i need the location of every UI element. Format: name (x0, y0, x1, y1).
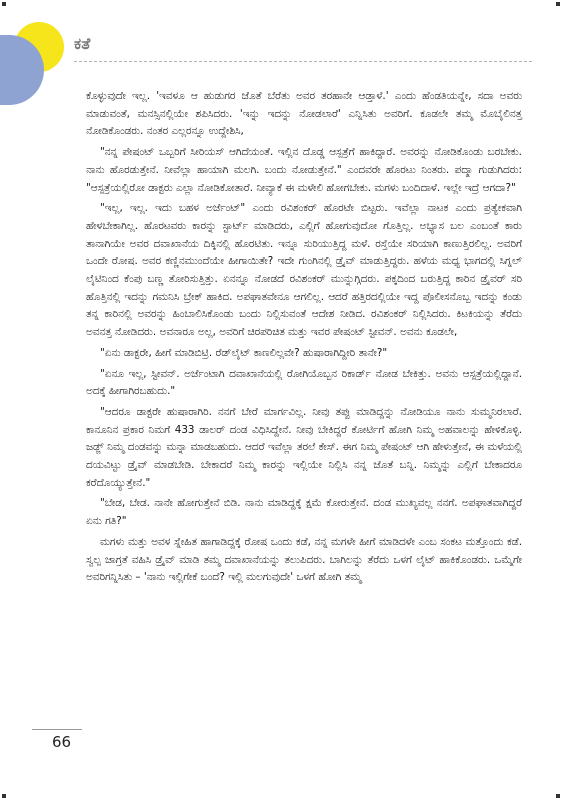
paragraph: ಕೊಳ್ಳುವುದೇ ಇಲ್ಲ. 'ಇವಳೂ ಆ ಹುಡುಗರ ಜೊತೆ ಬೆರೆತು ಅವರ ತರಹಾನೇ ಆಡ್ತಾಳೆ.' ಎಂದು ಹೆಂಡತಿಯನ್ನೇ, ಸದಾ ಅವರು ಮಾಡುವಂತೆ, ಮನಸ್ಸಿನಲ್ಲಿಯೇ ಶಪಿಸಿದರು. 'ಇನ್ನು ಇದನ್ನು ನೋಡಲಾರೆ' ಎನ್ನಿಸಿತು ಅವರಿಗೆ. ಕೂಡಲೇ ತಮ್ಮ ಮೊಬೈಲಿನತ್ತ ನೋಡಿಕೊಂಡರು. ನಂತರ ಎಲ್ಲರನ್ನೂ ಉದ್ದೇಶಿಸಿ, (86, 90, 522, 138)
paragraph: "ಆದರೂ ಡಾಕ್ಟರೇ ಹುಷಾರಾಗಿರಿ. ನನಗೆ ಬೇರೆ ಮಾರ್ಗವಿಲ್ಲ. ನೀವು ತಪ್ಪು ಮಾಡಿದ್ದನ್ನು ನೋಡಿಯೂ ನಾನು ಸುಮ್ಮನಿರಲಾರೆ. ಕಾನೂನಿನ ಪ್ರಕಾರ ನಿಮಗೆ 433 ಡಾಲರ್ ದಂಡ ವಿಧಿಸಿದ್ದೇನೆ. ನೀವು ಬೇಕಿದ್ದರೆ ಕೋರ್ಟಿಗೆ ಹೋಗಿ ನಿಮ್ಮ ಅಹವಾಲನ್ನು ಹೇಳಿಕೊಳ್ಳಿ. ಜಡ್ಜ್ ನಿಮ್ಮ ದಂಡವನ್ನು ಮನ್ನಾ ಮಾಡಬಹುದು. ಆದರೆ ಇವೆಲ್ಲಾ ತರಲೆ ಕೇಸ್. ಈಗ ನಿಮ್ಮ ಪೇಷಂಟ್ ಆಗಿ ಹೇಳುತ್ತೇನೆ, ಈ ಮಳೆಯಲ್ಲಿ ದಯವಿಟ್ಟು ಡ್ರೈವ್ ಮಾಡಬೇಡಿ. ಬೇಕಾದರೆ ನಿಮ್ಮ ಕಾರನ್ನು ಇಲ್ಲಿಯೇ ನಿಲ್ಲಿಸಿ ನನ್ನ ಜೊತೆ ಬನ್ನಿ. ನಿಮ್ಮನ್ನು ಎಲ್ಲಿಗೆ ಬೇಕಾದರೂ ಕರೆದೊಯ್ಯುತ್ತೇನೆ." (86, 405, 522, 489)
footer-divider (32, 729, 82, 730)
crop-mark (2, 794, 6, 798)
crop-mark (556, 794, 560, 798)
crop-mark (2, 2, 6, 6)
paragraph: "ಏನು ಡಾಕ್ಟರೇ, ಹೀಗೆ ಮಾಡಿಬಿಟ್ರಿ. ರೆಡ್‌ಲೈಟ್ ಕಾಣಲಿಲ್ಲವೇ? ಹುಷಾರಾಗಿದ್ದೀರಿ ತಾನೇ?" (100, 346, 388, 359)
section-title: ಕತೆ (74, 34, 91, 53)
paragraph: "ಬೇಡ, ಬೇಡ. ನಾನೇ ಹೋಗುತ್ತೇನೆ ಬಿಡಿ. ನಾನು ಮಾಡಿದ್ದಕ್ಕೆ ಕ್ಷಮೆ ಕೋರುತ್ತೇನೆ. ದಂಡ ಮುಖ್ಯವಲ್ಲ ನನಗೆ. ಅಪಘಾತವಾಗಿದ್ದರೆ ಏನು ಗತಿ?" (86, 497, 522, 528)
story-body (86, 88, 522, 590)
paragraph: "ನನ್ನ ಪೇಷಂಟ್ ಒಬ್ಬರಿಗೆ ಸೀರಿಯಸ್ ಆಗಿದೆಯಂತೆ. ಇಲ್ಲಿನ ದೊಡ್ಡ ಆಸ್ಪತ್ರೆಗೆ ಹಾಕಿದ್ದಾರೆ. ಅವರನ್ನು ನೋಡಿಕೊಂಡು ಬರಬೇಕು. ನಾನು ಹೊರಡುತ್ತೇನೆ. ನೀವೆಲ್ಲಾ ಹಾಯಾಗಿ ಮಲಗಿ. ಬಂದು ನೋಡುತ್ತೇನೆ." ಎಂದವರೇ ಹೊರಟು ನಿಂತರು. ಪದ್ಮಾ ಗುಡುಗಿದರು: "ಆಸ್ಪತ್ರೆಯಲ್ಲಿರೋ ಡಾಕ್ಟರು ಎಲ್ಲಾ ನೋಡಿಕೋತಾರೆ. ನೀವ್ಯಾಕೆ ಈ ಮಳೇಲಿ ಹೋಗಬೇಕು. ಮಗಳು ಬಂದಿದಾಳೆ. ಇಲ್ಲೇ ಇದ್ರೆ ಆಗದಾ?" (86, 146, 522, 194)
paragraph: ಮಗಳು ಮತ್ತು ಅವಳ ಸ್ನೇಹಿತ ಹಾಗಾಡಿದ್ದಕ್ಕೆ ರೋಷ ಒಂದು ಕಡೆ, ನನ್ನ ಮಗಳೇ ಹೀಗೆ ಮಾಡಿದಳೇ ಎಂಬ ಸಂಕಟ ಮತ್ತೊಂದು ಕಡೆ. ಸ್ವಲ್ಪ ಜಾಗ್ರತೆ ವಹಿಸಿ ಡ್ರೈವ್ ಮಾಡಿ ತಮ್ಮ ದವಾಖಾನೆಯನ್ನು ತಲುಪಿದರು. ಬಾಗಿಲನ್ನು ತೆರೆದು ಒಳಗೆ ಲೈಟ್ ಹಾಕಿಕೊಂಡರು. ಒಮ್ಮೆಗೇ ಅವರಿಗನ್ನಿಸಿತು – 'ನಾನು ಇಲ್ಲಿಗೇಕೆ ಬಂದೆ? ಇಲ್ಲಿ ಮಲಗುವುದೇ' ಒಳಗೆ ಹೋಗಿ ತಮ್ಮ (86, 535, 522, 584)
paragraph: "ಇಲ್ಲ, ಇಲ್ಲ. ಇದು ಬಹಳ ಅರ್ಜೆಂಟ್" ಎಂದು ರವಿಶಂಕರ್ ಹೊರಟೇ ಬಿಟ್ಟರು. ಇವೆಲ್ಲಾ ನಾಟಕ ಎಂದು ಪ್ರತ್ಯೇಕವಾಗಿ ಹೇಳಬೇಕಾಗಿಲ್ಲ. ಹೊರಟವರು ಕಾರನ್ನು ಸ್ಟಾರ್ಟ್ ಮಾಡಿದರು, ಎಲ್ಲಿಗೆ ಹೋಗುವುದೋ ಗೊತ್ತಿಲ್ಲ. ಅಭ್ಯಾಸ ಬಲ ಎಂಬಂತೆ ಕಾರು ತಾನಾಗಿಯೇ ಅವರ ದವಾಖಾನೆಯ ದಿಕ್ಕಿನಲ್ಲಿ ಹೊರಟಿತು. ಇನ್ನೂ ಸುರಿಯುತ್ತಿದ್ದ ಮಳೆ. ರಸ್ತೆಯೇ ಸರಿಯಾಗಿ ಕಾಣುತ್ತಿರಲಿಲ್ಲ. ಅವರಿಗೆ ಒಂದೇ ರೋಷ. ಅವರ ಕಣ್ಣಿನಮುಂದೆಯೇ ಹೀಗಾಯಿತೇ? ಇದೇ ಗುಂಗಿನಲ್ಲಿ ಡ್ರೈವ್ ಮಾಡುತ್ತಿದ್ದರು. ಹಳೆಯ ಮಧ್ಯ ಭಾಗದಲ್ಲಿ ಸಿಗ್ನಲ್ ಲೈಟಿನಿಂದ ಕೆಂಪು ಬಣ್ಣ ತೋರಿಸುತ್ತಿತ್ತು. ಏನನ್ನೂ ನೋಡದೆ ರವಿಶಂಕರ್ ಮುನ್ನುಗ್ಗಿದರು. ಪಕ್ಕದಿಂದ ಬರುತ್ತಿದ್ದ ಕಾರಿನ ಡ್ರೈವರ್ ಸರಿ ಹೊತ್ತಿನಲ್ಲಿ ಇದನ್ನು ಗಮನಿಸಿ ಬ್ರೇಕ್ ಹಾಕಿದ. ಅಪಘಾತವೇನೂ ಆಗಲಿಲ್ಲ. ಆದರೆ ಹತ್ತಿರದಲ್ಲಿಯೇ ಇದ್ದ ಪೊಲೀಸನೊಬ್ಬ ಇದನ್ನು ಕಂಡು ತನ್ನ ಕಾರಿನಲ್ಲಿ ಅವರನ್ನು ಹಿಂಬಾಲಿಸಿಕೊಂಡು ಬಂದು ನಿಲ್ಲಿಸುವಂತೆ ಆದೇಶ ನೀಡಿದ. ರವಿಶಂಕರ್ ನಿಲ್ಲಿಸಿದರು. ಕಿಟಕಿಯನ್ನು ತೆರೆದು ಅವನತ್ತ ನೋಡಿದರು. ಅವನಾರೂ ಅಲ್ಲ, ಅವರಿಗೆ ಚಿರಪರಿಚಿತ ಮತ್ತು ಇವರ ಪೇಷಂಟ್ ಸ್ಟೀವನ್. ಅವನು ಕೂಡಲೇ, (86, 202, 522, 339)
paragraph: "ಏನೂ ಇಲ್ಲ, ಸ್ಟೀವನ್. ಅರ್ಜೆಂಟಾಗಿ ದವಾಖಾನೆಯಲ್ಲಿ ರೋಗಿಯೊಬ್ಬನ ರಿಕಾರ್ಡ್ ನೋಡ ಬೇಕಿತ್ತು. ಅವನು ಆಸ್ಪತ್ರೆಯಲ್ಲಿದ್ದಾನೆ. ಅದಕ್ಕೆ ಹೀಗಾಗಿರಬಹುದು." (86, 367, 522, 398)
header-divider (74, 61, 532, 62)
crop-mark (556, 2, 560, 6)
page-number: 66 (52, 733, 72, 751)
